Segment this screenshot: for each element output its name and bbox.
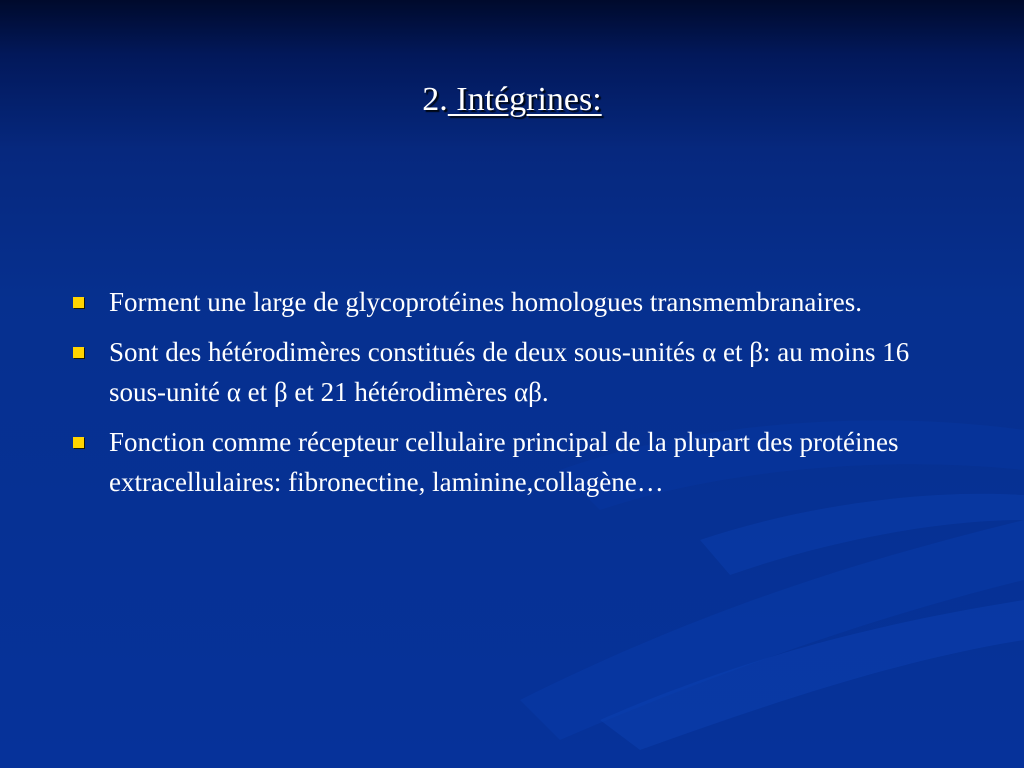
bullet-list (0, 282, 1024, 512)
bullet-square-icon (73, 297, 84, 308)
bullet-square-icon (73, 347, 84, 358)
bullet-item (0, 332, 954, 412)
bullet-text: Fonction comme récepteur cellulaire principal de la plupart des protéines extracellulaires: fibronectine, laminine,collagène… (109, 427, 899, 497)
bullet-item (0, 422, 954, 502)
bullet-text: Sont des hétérodimères constitués de deux sous-unités α et β: au moins 16 sous-unité α et β et 21 hétérodimères αβ. (109, 337, 910, 407)
bullet-item (0, 282, 954, 322)
slide-title (0, 78, 1024, 122)
title-text: Intégrines: (447, 81, 602, 118)
bullet-text: Forment une large de glycoprotéines homologues transmembranaires. (109, 287, 863, 317)
title-number: 2. (422, 81, 448, 118)
bullet-square-icon (73, 437, 84, 448)
